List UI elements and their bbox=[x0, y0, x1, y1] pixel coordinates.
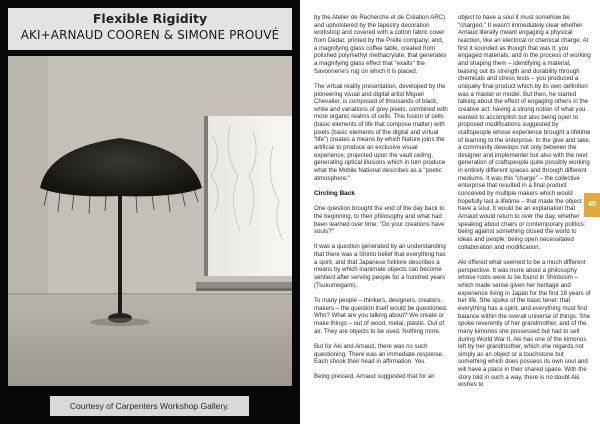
paragraph: by the Atelier de Recherche et de Création ARC) and upholstered by the tapestry decoration workshop and covered with a cotton fabric cover from Dedar, printed by the Prelle company; and, a magnifying glass coffee table, created from polished polymethyl methacrylate, that generates a magnifying glass effect that "exalts" the Savonnerie's rug on which it is placed. bbox=[314, 14, 447, 75]
paragraph: One question brought the end of the day back to the beginning, to their philosophy and what had been learned over time: "Do your creations have souls?" bbox=[314, 205, 445, 236]
title-block bbox=[8, 8, 292, 50]
paragraph: Aki offered what seemed to be a much different perspective. It was more about a philosophy whose roots were to be found in Shintoism – which made sense given her heritage and experience living in Japan for the first 18 years of her life. She spoke of the basic tenet: that everything has a spirit, and everything must find balance within the overall universe of things. She spoke reverently of her grandmother, and of the many kimonos she possessed but had to sell during World War II. Aki has one of the kimonos left by her grandmother, which she regards not simply as an object or a touchstone but something which does possess its own soul and will have a place in their shared space. With the story told in such a way, there is no doubt Aki wishes to bbox=[458, 258, 591, 389]
paragraph: To many people – thinkers, designers, creators, makers – the question itself would be questioned. Who? What are you talking about? We create or make things – out of wood, metal, plastic. Out of air. They are objects to be used. Nothing more. bbox=[314, 296, 448, 335]
article-title: Flexible Rigidity bbox=[92, 11, 208, 26]
right-page bbox=[300, 0, 600, 424]
paragraph: But for Aki and Arnaud, there was no such questioning. There was an immediate response. Each shook their head in affirmation. Yes. bbox=[314, 342, 444, 366]
section-heading: Circling Back bbox=[314, 189, 355, 197]
photo-caption: Courtesy of Carpenters Workshop Gallery. bbox=[50, 396, 249, 416]
text-column-right bbox=[458, 14, 592, 389]
photo-illustration bbox=[8, 56, 292, 386]
paragraph: It was a question generated by an understanding that there was a Shinto belief that everything has a spirit, and that Japanese folklore describes a means by which inanimate objects can become sentient after serving people for a hundred years (Tsukumogami). bbox=[314, 243, 446, 289]
gallery-photo bbox=[8, 56, 292, 386]
paragraph: Being pressed, Arnaud suggested that for an bbox=[314, 373, 435, 381]
text-column-left bbox=[314, 14, 448, 381]
article-subtitle: AKI+ARNAUD COOREN & SIMONE PROUVÉ bbox=[20, 28, 280, 42]
page-number-tab: 45 bbox=[584, 193, 600, 217]
paragraph: object to have a soul it must somehow be "charged." It wasn't immediately clear whether Arnaud literally meant engaging a physical reaction, like an electrical or chemical charge. At first it sounded as though that was it: you engaged materials, and in the process of working and shaping them – identifying a material, teasing out its strength and durability through chemicals and stress tests – you produced a uniquely final product which by its own definition was a master or model. But then, he started talking about the effect of engaging others in the creative act: having a strong notion of what you wanted to accomplish but also being open to proposed modifications suggested by craftspeople whose experience brought a lifetime of learning to the enterprise. In the give and take, a community develops not only between the designer and implementer but also with the next generation of craftspeople quite possibly working in entirely different spaces and through different mediums. It was this "charge" – the collective enterprise that resulted in a final product conceived by multiple makers which would hopefully last a lifetime – that made the object have a soul. It would be an explanation that Arnaud would return to over the day, whether speaking about chairs or contemporary politics: being against something closed the world to ideas and people; being open necessitated collaboration and modification. bbox=[458, 14, 591, 251]
paragraph: The virtual reality presentation, developed by the pioneering visual and digital artist Miguel Chevalier, is composed of thousands of black, white and variations of grey pixels, combined with more organic realms of cells. This fusion of cells (basic elements of life that compose matter) with pixels (basic elements of the digital and virtual "life") creates a means by which Nature joins the artificial to produce an exclusive visual experience, projected upon the vault ceiling, generating optical illusions which in turn produce what the Mobile National describes as a "poetic atmosphere." bbox=[314, 82, 448, 182]
